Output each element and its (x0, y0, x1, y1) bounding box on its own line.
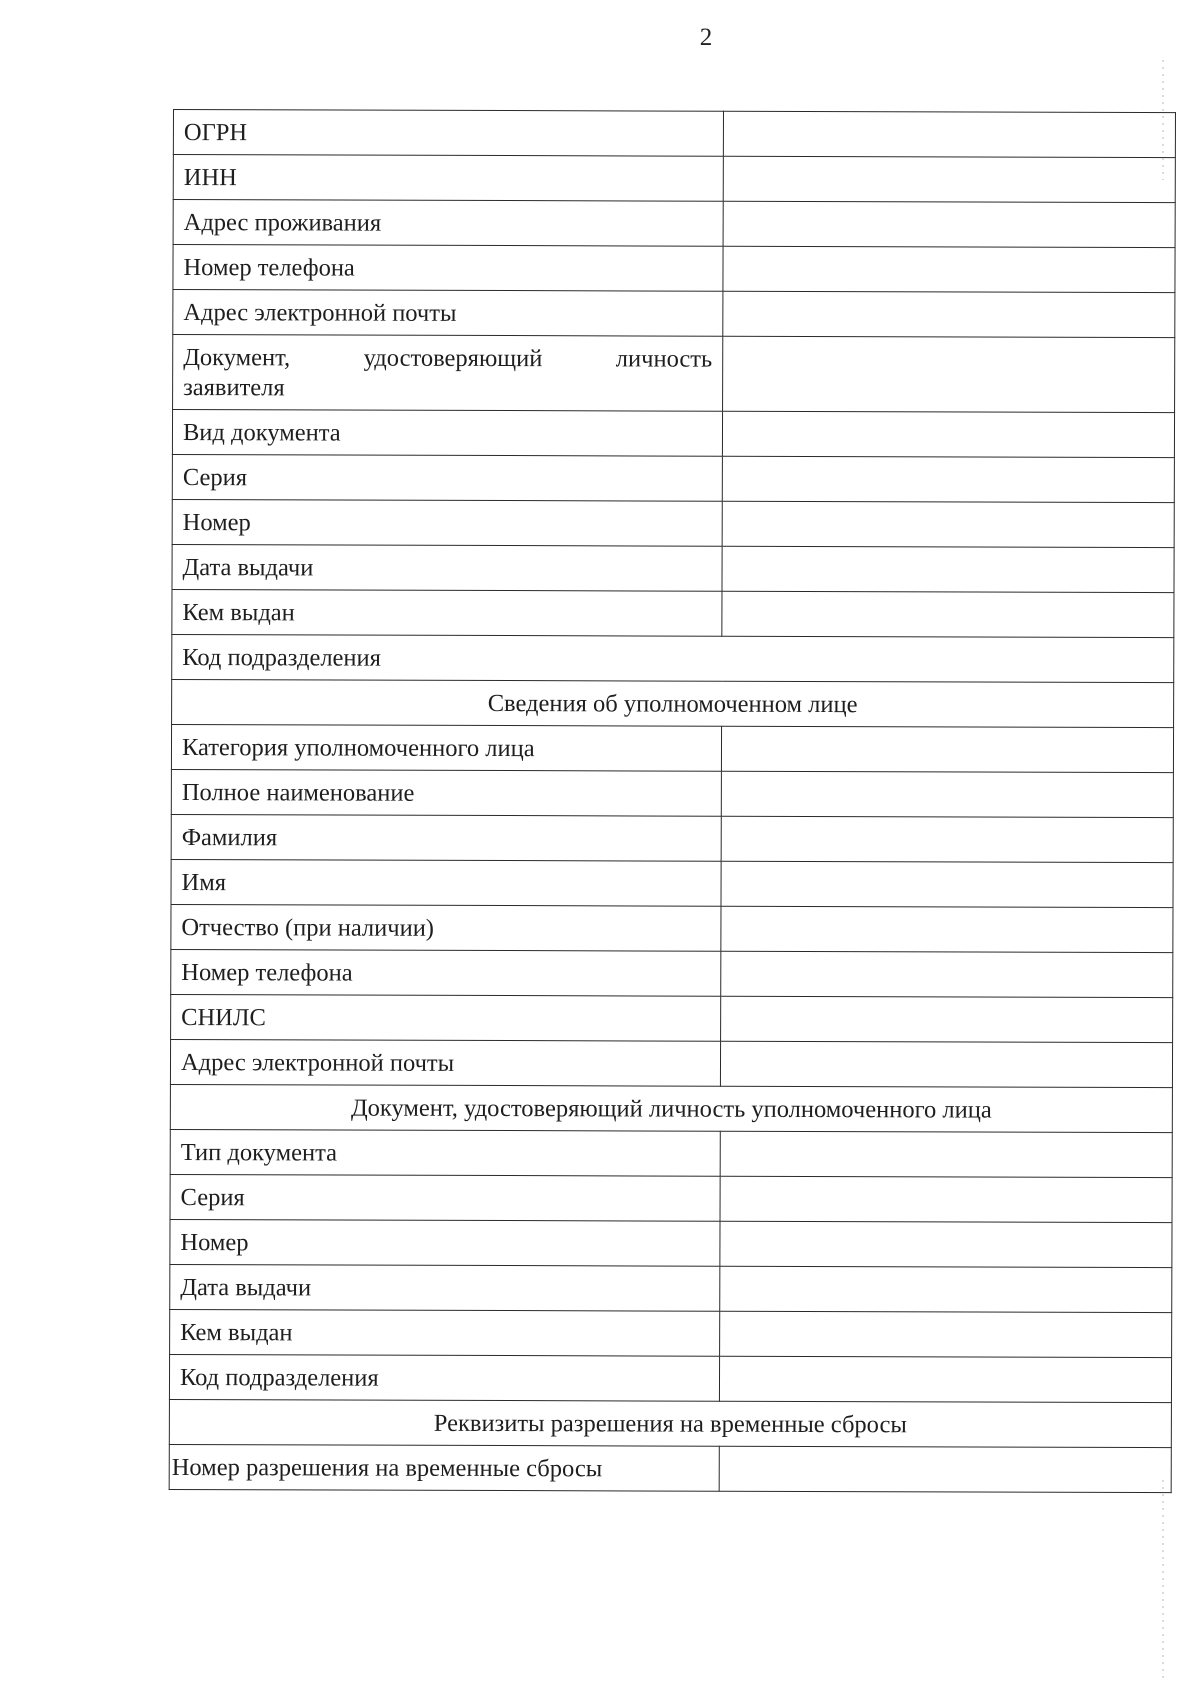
row-label-first-name: Имя (171, 859, 721, 906)
table-row (172, 634, 1174, 682)
document-type-field[interactable] (720, 1131, 1172, 1177)
snils-field[interactable] (721, 996, 1173, 1042)
authorized-category-field[interactable] (721, 726, 1173, 772)
page-number: 2 (699, 24, 713, 51)
surname-field[interactable] (721, 816, 1173, 862)
table-row (171, 949, 1173, 997)
row-label-authorized-category: Категория уполномоченного лица (171, 724, 721, 771)
row-label-authorized-number: Номер (170, 1219, 720, 1266)
section-header-row (170, 1084, 1172, 1132)
table-row (170, 1039, 1172, 1087)
first-name-field[interactable] (721, 861, 1173, 907)
patronymic-field[interactable] (721, 906, 1173, 952)
scan-edge-speckle (1162, 1480, 1164, 1680)
row-label-document-kind: Вид документа (172, 410, 722, 457)
row-label-full-name: Полное наименование (171, 769, 721, 816)
row-label-identity-document (173, 335, 723, 412)
row-label-snils: СНИЛС (171, 994, 721, 1041)
issued-by-field[interactable] (722, 591, 1174, 637)
section-header-row (169, 1399, 1171, 1447)
table-row (170, 1309, 1172, 1357)
table-row (171, 859, 1173, 907)
inn-field[interactable] (723, 156, 1175, 202)
row-label-division-code: Код подразделения (172, 634, 1174, 682)
row-label-email: Адрес электронной почты (173, 290, 723, 337)
row-label-patronymic: Отчество (при наличии) (171, 904, 721, 951)
application-form-table (169, 109, 1176, 1493)
table-row (169, 1354, 1171, 1402)
row-label-issued-by: Кем выдан (172, 589, 722, 636)
row-label-authorized-phone: Номер телефона (171, 949, 721, 996)
row-label-authorized-issued-by: Кем выдан (170, 1309, 720, 1356)
series-field[interactable] (722, 456, 1174, 502)
table-row (172, 589, 1174, 637)
table-row (173, 290, 1175, 338)
full-name-field[interactable] (721, 771, 1173, 817)
table-row (173, 110, 1175, 158)
table-row (171, 994, 1173, 1042)
row-label-permit-number: Номер разрешения на временные сбросы (169, 1444, 719, 1491)
row-label-authorized-issue-date: Дата выдачи (170, 1264, 720, 1311)
table-row (171, 904, 1173, 952)
table-row (171, 724, 1173, 772)
row-label-authorized-series: Серия (170, 1174, 720, 1221)
section-title-permit: Реквизиты разрешения на временные сбросы (169, 1399, 1171, 1447)
table-row (171, 769, 1173, 817)
row-label-address: Адрес проживания (173, 200, 723, 247)
authorized-number-field[interactable] (720, 1221, 1172, 1267)
authorized-issued-by-field[interactable] (720, 1311, 1172, 1357)
phone-field[interactable] (723, 246, 1175, 292)
row-label-ogrn: ОГРН (173, 110, 723, 157)
number-field[interactable] (722, 501, 1174, 547)
table-row (171, 814, 1173, 862)
permit-number-field[interactable] (719, 1446, 1171, 1492)
authorized-division-code-field[interactable] (719, 1356, 1171, 1402)
row-label-authorized-email: Адрес электронной почты (170, 1039, 720, 1086)
identity-document-field[interactable] (723, 336, 1175, 412)
section-title-authorized-document: Документ, удостоверяющий личность уполномоченного лица (170, 1084, 1172, 1132)
document-kind-field[interactable] (722, 411, 1174, 457)
table-row (170, 1219, 1172, 1267)
authorized-phone-field[interactable] (721, 951, 1173, 997)
table-row (172, 544, 1174, 592)
table-row (172, 410, 1174, 458)
table-row (169, 1444, 1171, 1492)
identity-document-label-line2: заявителя (183, 374, 285, 402)
table-row (170, 1129, 1172, 1177)
ogrn-field[interactable] (723, 111, 1175, 157)
row-label-document-type: Тип документа (170, 1129, 720, 1176)
authorized-series-field[interactable] (720, 1176, 1172, 1222)
authorized-issue-date-field[interactable] (720, 1266, 1172, 1312)
row-label-series: Серия (172, 454, 722, 501)
table-row (173, 200, 1175, 248)
identity-document-label-line1: Документ, удостоверяющий личность (183, 344, 713, 373)
table-row (173, 155, 1175, 203)
row-label-authorized-division-code: Код подразделения (169, 1354, 719, 1401)
row-label-number: Номер (172, 499, 722, 546)
address-field[interactable] (723, 201, 1175, 247)
issue-date-field[interactable] (722, 546, 1174, 592)
row-label-phone: Номер телефона (173, 245, 723, 292)
table-row (173, 245, 1175, 293)
row-label-issue-date: Дата выдачи (172, 544, 722, 591)
table-row (170, 1174, 1172, 1222)
scan-edge-speckle (1162, 60, 1164, 180)
table-row (170, 1264, 1172, 1312)
row-label-inn: ИНН (173, 155, 723, 202)
row-label-surname: Фамилия (171, 814, 721, 861)
section-title-authorized-person: Сведения об уполномоченном лице (172, 679, 1174, 727)
authorized-email-field[interactable] (720, 1041, 1172, 1087)
table-row (172, 499, 1174, 547)
section-header-row (172, 679, 1174, 727)
table-row (173, 335, 1175, 413)
table-row (172, 454, 1174, 502)
email-field[interactable] (723, 291, 1175, 337)
